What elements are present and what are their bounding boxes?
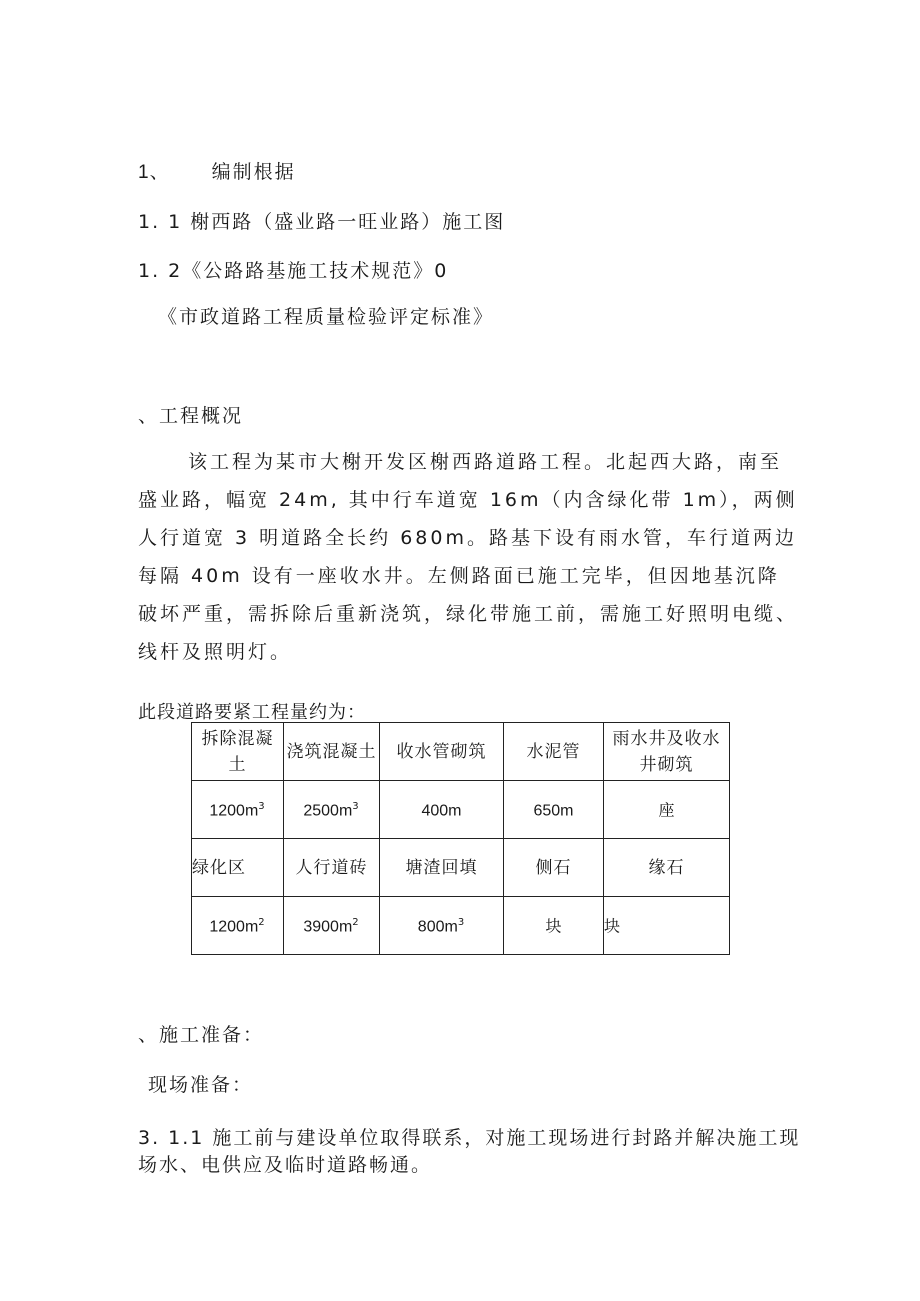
section2-heading: 、工程概况 xyxy=(138,405,244,427)
table-row xyxy=(192,781,730,839)
table-value-cell: 块 xyxy=(504,897,604,955)
table-header-cell: 水泥管 xyxy=(504,723,604,781)
section1-heading xyxy=(138,157,296,184)
table-value-cell: $1200m^2$ xyxy=(192,897,284,955)
table-header-cell: 拆除混凝土 xyxy=(192,723,284,781)
table-header-cell: 缘石 xyxy=(604,839,730,897)
project-overview-paragraph: 该工程为某市大榭开发区榭西路道路工程。北起西大路，南至盛业路，幅宽 24m, 其中行车道宽 16m（内含绿化带 1m），两侧人行道宽 3 明道路全长约 680m。路基下设有雨水管，车行道两边每隔 40m 设有一座收水井。左侧路面已施工完毕，但因地基沉降破坏严重，需拆除后重新浇筑，绿化带施工前，需施工好照明电缆、线杆及照明灯。 xyxy=(138,451,799,663)
table-row xyxy=(192,839,730,897)
table-header-cell: 侧石 xyxy=(504,839,604,897)
table-value-cell: $1200m^3$ xyxy=(192,781,284,839)
section3-heading: 、施工准备： xyxy=(138,1024,265,1046)
section3-item-line-2: 场水、电供应及临时道路畅通。 xyxy=(138,1154,433,1176)
table-row xyxy=(192,723,730,781)
table-header-cell: 收水管砌筑 xyxy=(380,723,504,781)
table-header-cell: 塘渣回填 xyxy=(380,839,504,897)
section3-subheading: 现场准备： xyxy=(148,1074,254,1096)
table-row xyxy=(192,897,730,955)
table-value-cell: $3900m^2$ xyxy=(284,897,380,955)
section1-heading-text: 编制根据 xyxy=(211,161,296,183)
quantities-table xyxy=(191,722,730,955)
section1-item-1: 1. 1 榭西路（盛业路一旺业路）施工图 xyxy=(138,211,506,233)
table-header-cell: 雨水井及收水井砌筑 xyxy=(604,723,730,781)
section1-item-2: 1. 2《公路路基施工技术规范》0 xyxy=(138,260,449,282)
table-value-cell: 400m xyxy=(380,781,504,839)
table-header-cell: 人行道砖 xyxy=(284,839,380,897)
table-value-cell: $2500m^3$ xyxy=(284,781,380,839)
table-value-cell: 650m xyxy=(504,781,604,839)
section1-heading-number: 1、 xyxy=(138,162,170,183)
table-value-cell: $800m^3$ xyxy=(380,897,504,955)
section1-item-3: 《市政道路工程质量检验评定标准》 xyxy=(158,306,495,328)
table-header-cell: 绿化区 xyxy=(192,839,284,897)
section3-item-line-1: 3. 1.1 施工前与建设单位取得联系，对施工现场进行封路并解决施工现 xyxy=(138,1127,801,1149)
table-value-cell: 块 xyxy=(604,897,730,955)
table-value-cell: 座 xyxy=(604,781,730,839)
table-header-cell: 浇筑混凝土 xyxy=(284,723,380,781)
table-intro: 此段道路要紧工程量约为： xyxy=(138,702,366,723)
